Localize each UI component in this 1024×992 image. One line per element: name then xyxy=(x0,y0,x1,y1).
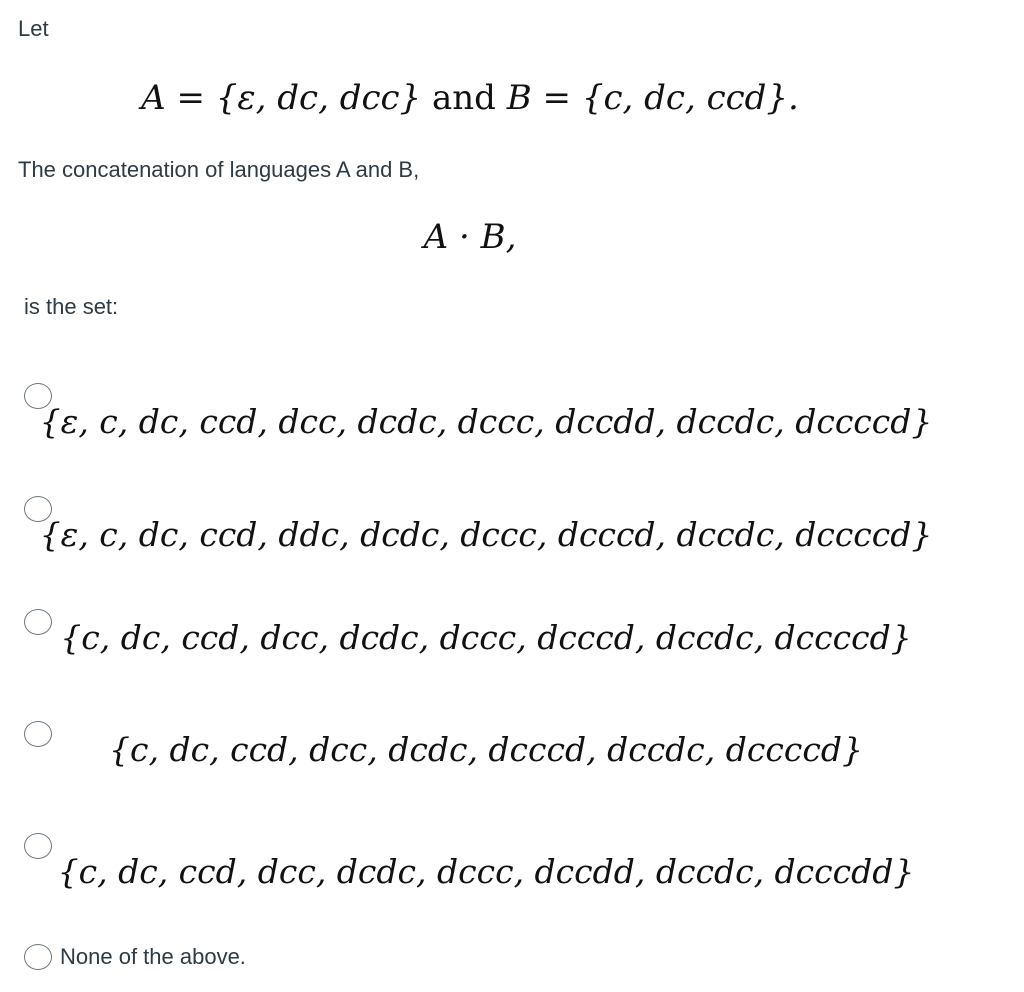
definition-a: A = {ε, dc, dcc} xyxy=(141,78,422,118)
definition-joiner: and xyxy=(432,78,496,118)
option-text: {ε, c, dc, ccd, dcc, dcdc, dccc, dccdd, dccdc, dccccd} xyxy=(39,402,933,441)
option-text: {c, dc, ccd, dcc, dcdc, dcccd, dccdc, dccccd} xyxy=(109,730,863,769)
radio-button[interactable] xyxy=(24,944,52,970)
answer-option-1[interactable] xyxy=(0,372,1024,452)
intro-label: Let xyxy=(18,16,49,41)
radio-button[interactable] xyxy=(24,721,52,747)
option-text: {ε, c, dc, ccd, ddc, dcdc, dccc, dcccd, dccdc, dccccd} xyxy=(39,515,933,554)
radio-button[interactable] xyxy=(24,833,52,859)
definition-b: B = {c, dc, ccd}. xyxy=(506,78,799,118)
answer-option-4[interactable] xyxy=(0,710,1024,790)
concat-expression: A · B, xyxy=(423,217,517,257)
option-text: None of the above. xyxy=(60,944,246,969)
answer-option-6[interactable] xyxy=(0,932,1024,982)
radio-button[interactable] xyxy=(24,609,52,635)
concat-sentence: The concatenation of languages A and B, xyxy=(18,157,420,182)
answer-option-5[interactable] xyxy=(0,822,1024,902)
answer-option-3[interactable] xyxy=(0,598,1024,678)
option-text: {c, dc, ccd, dcc, dcdc, dccc, dcccd, dccdc, dccccd} xyxy=(60,618,912,657)
option-text: {c, dc, ccd, dcc, dcdc, dccc, dccdd, dccdc, dcccdd} xyxy=(57,852,915,891)
answer-option-2[interactable] xyxy=(0,485,1024,565)
result-sentence: is the set: xyxy=(24,294,119,319)
language-definitions xyxy=(141,78,799,118)
